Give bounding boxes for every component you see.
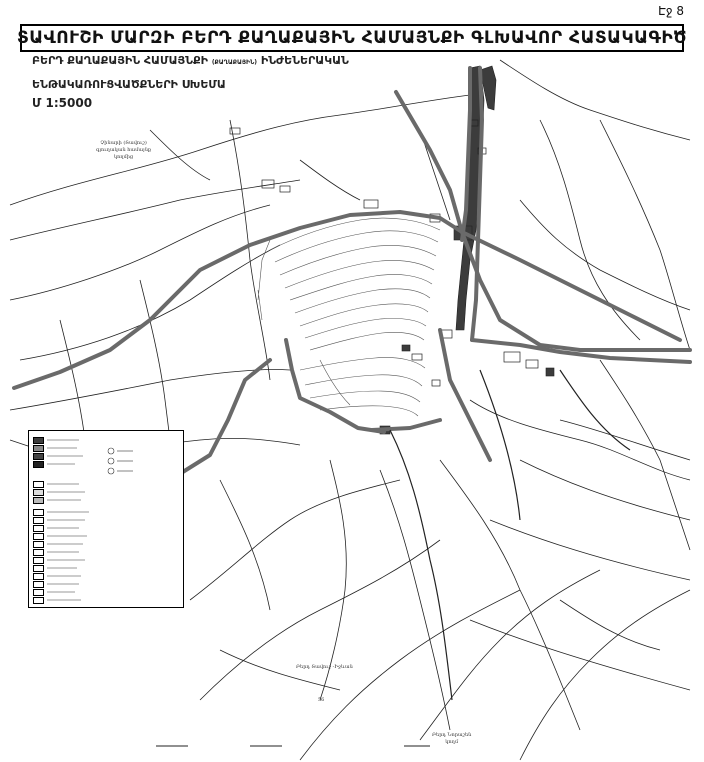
northwest-line3: կողմից	[113, 154, 134, 160]
legend-lines	[29, 431, 183, 607]
southeast-line1: Բերդ Նորաշեն	[432, 732, 472, 738]
map-legend	[28, 430, 184, 608]
page-number: Էջ 8	[658, 4, 684, 18]
map-subtitle-line2: ԵՆԹԱԿԱՌՈՒՑՎԱԾՔՆԵՐԻ ՍԽԵՄԱ	[32, 78, 226, 91]
town-contours	[258, 218, 440, 416]
northwest-line1: Չինարի (Տավուշ)	[100, 140, 147, 146]
building-blocks	[230, 120, 538, 386]
place-label-south-mark: 56	[318, 697, 325, 703]
subtitle-small-text: (ՔԱՂԱՔԱՅԻՆ)	[211, 59, 258, 66]
place-label-southeast	[432, 732, 471, 746]
map-title: ՏԱՎՈՒՇԻ ՄԱՐԶԻ ԲԵՐԴ ՔԱՂԱՔԱՅԻՆ ՀԱՄԱՅՆՔԻ ԳԼԽԱՎՈՐ ՀԱՏԱԿԱԳԻԾ	[20, 24, 684, 52]
place-label-south: Բերդ Տավուշ -Իջևան	[296, 664, 353, 670]
place-label-northwest	[96, 140, 151, 161]
northwest-line2: գյուղական համայնք	[96, 147, 152, 153]
map-scale: Մ 1:5000	[32, 96, 93, 110]
southeast-line2: կողմ	[445, 739, 459, 745]
subtitle-end-text: ԻՆԺԵՆԵՐԱԿԱՆ	[260, 54, 349, 67]
subtitle-main-text: ԲԵՐԴ ՔԱՂԱՔԱՅԻՆ ՀԱՄԱՅՆՔԻ	[32, 54, 208, 67]
